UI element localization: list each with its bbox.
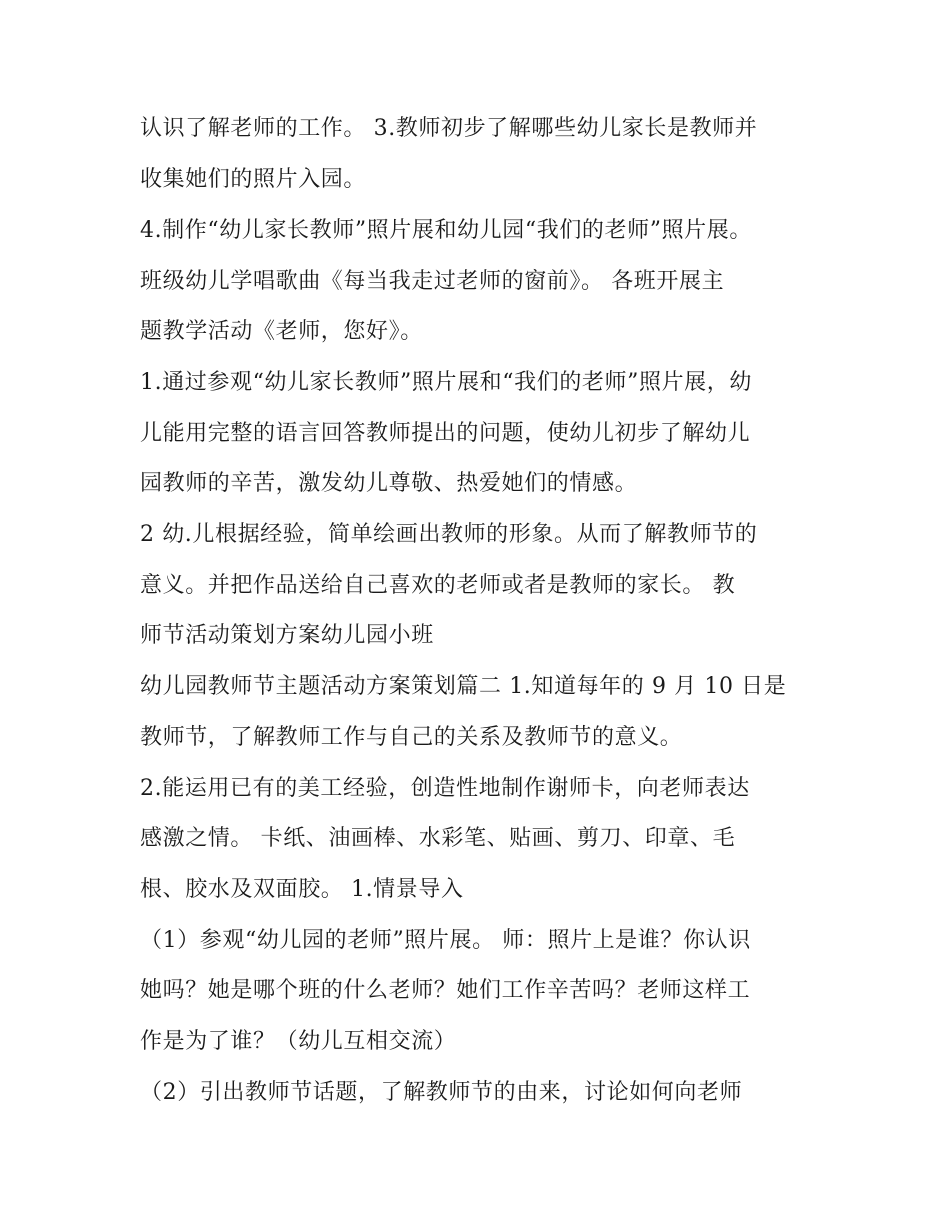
text-line: 2.能运用已有的美工经验，创造性地制作谢师卡，向老师表达 <box>140 776 750 801</box>
text-line: 题教学活动《老师，您好》。 <box>140 319 423 344</box>
text-line: 师节活动策划方案幼儿园小班 <box>140 623 434 648</box>
text-line: 意义。并把作品送给自己喜欢的老师或者是教师的家长。 教 <box>140 573 736 598</box>
text-line: 4.制作“幼儿家长教师”照片展和幼儿园“我们的老师”照片展。 <box>140 218 752 243</box>
text-line: 园教师的辛苦，激发幼儿尊敬、热爱她们的情感。 <box>140 471 638 496</box>
text-line: 她吗？她是哪个班的什么老师？她们工作辛苦吗？老师这样工 <box>140 978 751 1003</box>
text-line: 2 幼.儿根据经验，简单绘画出教师的形象。从而了解教师节的 <box>140 522 758 547</box>
text-line: 认识了解老师的工作。 3.教师初步了解哪些幼儿家长是教师并 <box>140 116 758 141</box>
text-line: 幼儿园教师节主题活动方案策划篇二 1.知道每年的 9 月 10 日是 <box>140 674 787 699</box>
text-line: 作是为了谁？（幼儿互相交流） <box>140 1029 457 1054</box>
text-line: 根、胶水及双面胶。 1.情景导入 <box>140 877 464 902</box>
text-line: （1）参观“幼儿园的老师”照片展。 师：照片上是谁？你认识 <box>140 928 751 953</box>
text-line: （2）引出教师节话题，了解教师节的由来，讨论如何向老师 <box>140 1080 743 1105</box>
text-line: 儿能用完整的语言回答教师提出的问题，使幼儿初步了解幼儿 <box>140 421 751 446</box>
text-line: 感激之情。 卡纸、油画棒、水彩笔、贴画、剪刀、印章、毛 <box>140 826 736 851</box>
text-line: 教师节，了解教师工作与自己的关系及教师节的意义。 <box>140 725 683 750</box>
text-line: 收集她们的照片入园。 <box>140 167 367 192</box>
text-line: 1.通过参观“幼儿家长教师”照片展和“我们的老师”照片展，幼 <box>140 370 752 395</box>
text-line: 班级幼儿学唱歌曲《每当我走过老师的窗前》。 各班开展主 <box>140 269 725 294</box>
